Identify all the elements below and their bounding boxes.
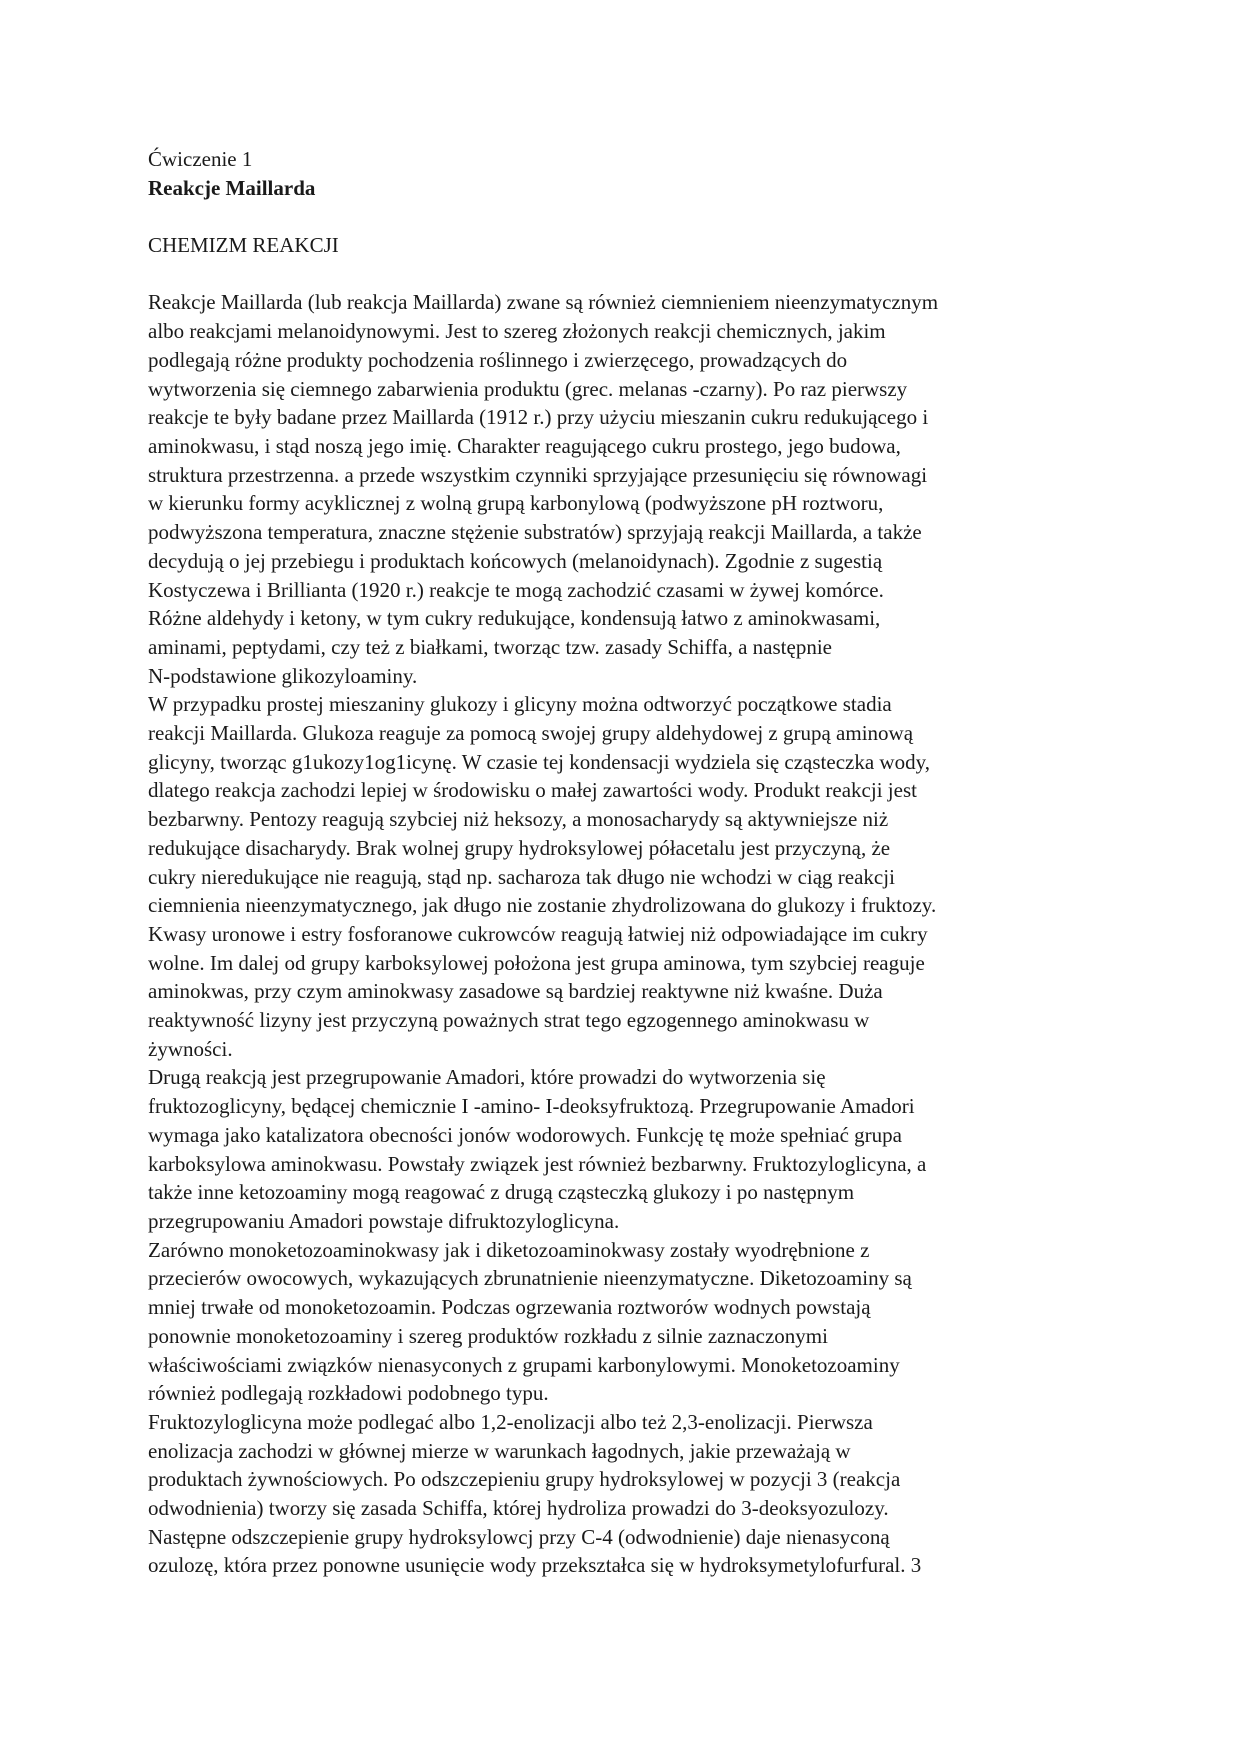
document-title: Reakcje Maillarda [148, 175, 316, 200]
body-line: podlegają różne produkty pochodzenia roślinnego i zwierzęcego, prowadzących do [148, 347, 848, 372]
body-line: podwyższona temperatura, znaczne stężenie substratów) sprzyjają reakcji Maillarda, a także [148, 520, 922, 545]
body-line: W przypadku prostej mieszaniny glukozy i glicyny można odtworzyć początkowe stadia [148, 692, 892, 717]
body-line: ozulozę, która przez ponowne usunięcie wody przekształca się w hydroksymetylofurfural. 3 [148, 1553, 922, 1578]
spacer [148, 260, 1098, 289]
body-line: właściwościami związków nienasyconych z grupami karbonylowymi. Monoketozoaminy [148, 1352, 900, 1377]
section-heading: CHEMIZM REAKCJI [148, 233, 339, 258]
spacer [148, 202, 1098, 231]
body-line: ciemnienia nieenzymatycznego, jak długo nie zostanie zhydrolizowana do glukozy i fruktozy. [148, 893, 937, 918]
body-line: Zarówno monoketozoaminokwasy jak i diketozoaminokwasy zostały wyodrębnione z [148, 1237, 870, 1262]
body-line: albo reakcjami melanoidynowymi. Jest to szereg złożonych reakcji chemicznych, jakim [148, 319, 886, 344]
body-line: ponownie monoketozoaminy i szereg produktów rozkładu z silnie zaznaczonymi [148, 1323, 828, 1348]
body-line: redukujące disacharydy. Brak wolnej grupy hydroksylowej półacetalu jest przyczyną, że [148, 835, 891, 860]
body-line: Reakcje Maillarda (lub reakcja Maillarda) zwane są również ciemnieniem nieenzymatycznym [148, 290, 939, 315]
body-line: wymaga jako katalizatora obecności jonów wodorowych. Funkcję tę może spełniać grupa [148, 1122, 903, 1147]
body-line: również podlegają rozkładowi podobnego typu. [148, 1381, 549, 1406]
body-line: Różne aldehydy i ketony, w tym cukry redukujące, kondensują łatwo z aminokwasami, [148, 606, 881, 631]
body-line: dlatego reakcja zachodzi lepiej w środowisku o małej zawartości wody. Produkt reakcji jest [148, 778, 917, 803]
body-line: przegrupowaniu Amadori powstaje difruktozyloglicyna. [148, 1208, 620, 1233]
body-text [148, 288, 1098, 1580]
body-line: Drugą reakcją jest przegrupowanie Amadori, które prowadzi do wytworzenia się [148, 1065, 826, 1090]
body-line: struktura przestrzenna. a przede wszystkim czynniki sprzyjające przesunięciu się równowagi [148, 462, 928, 487]
body-line: fruktozoglicyny, będącej chemicznie I -amino- I-deoksyfruktozą. Przegrupowanie Amadori [148, 1094, 915, 1119]
body-line: aminokwas, przy czym aminokwasy zasadowe są bardziej reaktywne niż kwaśne. Duża [148, 979, 883, 1004]
body-line: w kierunku formy acyklicznej z wolną grupą karbonylową (podwyższone pH roztworu, [148, 491, 884, 516]
body-line: wytworzenia się ciemnego zabarwienia produktu (grec. melanas -czarny). Po raz pierwszy [148, 376, 908, 401]
exercise-label: Ćwiczenie 1 [148, 147, 253, 171]
body-line: reakcji Maillarda. Glukoza reaguje za pomocą swojej grupy aldehydowej z grupą aminową [148, 721, 914, 746]
body-line: Kwasy uronowe i estry fosforanowe cukrowców reagują łatwiej niż odpowiadające im cukry [148, 921, 928, 946]
body-line: cukry nieredukujące nie reagują, stąd np. sacharoza tak długo nie wchodzi w ciąg reakcji [148, 864, 895, 889]
body-line: N-podstawione glikozyloaminy. [148, 663, 418, 688]
body-line: żywności. [148, 1036, 233, 1061]
body-line: Kostyczewa i Brillianta (1920 r.) reakcje te mogą zachodzić czasami w żywej komórce. [148, 577, 884, 602]
body-line: także inne ketozoaminy mogą reagować z drugą cząsteczką glukozy i po następnym [148, 1180, 855, 1205]
body-line: mniej trwałe od monoketozoamin. Podczas ogrzewania roztworów wodnych powstają [148, 1295, 871, 1320]
body-line: decydują o jej przebiegu i produktach końcowych (melanoidynach). Zgodnie z sugestią [148, 548, 883, 573]
body-line: aminami, peptydami, czy też z białkami, tworząc tzw. zasady Schiffa, a następnie [148, 634, 832, 659]
body-line: Następne odszczepienie grupy hydroksylowcj przy C-4 (odwodnienie) daje nienasyconą [148, 1524, 890, 1549]
body-line: enolizacja zachodzi w głównej mierze w warunkach łagodnych, jakie przeważają w [148, 1438, 851, 1463]
body-line: produktach żywnościowych. Po odszczepieniu grupy hydroksylowej w pozycji 3 (reakcja [148, 1467, 901, 1492]
body-line: odwodnienia) tworzy się zasada Schiffa, której hydroliza prowadzi do 3-deoksyozulozy. [148, 1496, 889, 1521]
document-page [148, 145, 1098, 1580]
body-line: glicyny, tworząc g1ukozy1og1icynę. W czasie tej kondensacji wydziela się cząsteczka wody, [148, 749, 930, 774]
body-line: przecierów owocowych, wykazujących zbrunatnienie nieenzymatyczne. Diketozoaminy są [148, 1266, 912, 1291]
body-line: wolne. Im dalej od grupy karboksylowej położona jest grupa aminowa, tym szybciej reaguje [148, 950, 925, 975]
body-line: bezbarwny. Pentozy reagują szybciej niż heksozy, a monosacharydy są aktywniejsze niż [148, 807, 889, 832]
body-line: reakcje te były badane przez Maillarda (1912 r.) przy użyciu mieszanin cukru redukującego i [148, 405, 929, 430]
body-line: reaktywność lizyny jest przyczyną poważnych strat tego egzogennego aminokwasu w [148, 1008, 870, 1033]
body-line: Fruktozyloglicyna może podlegać albo 1,2-enolizacji albo też 2,3-enolizacji. Pierwsza [148, 1409, 873, 1434]
body-line: aminokwasu, i stąd noszą jego imię. Charakter reagującego cukru prostego, jego budowa, [148, 434, 901, 458]
body-line: karboksylowa aminokwasu. Powstały związek jest również bezbarwny. Fruktozyloglicyna, a [148, 1151, 927, 1176]
